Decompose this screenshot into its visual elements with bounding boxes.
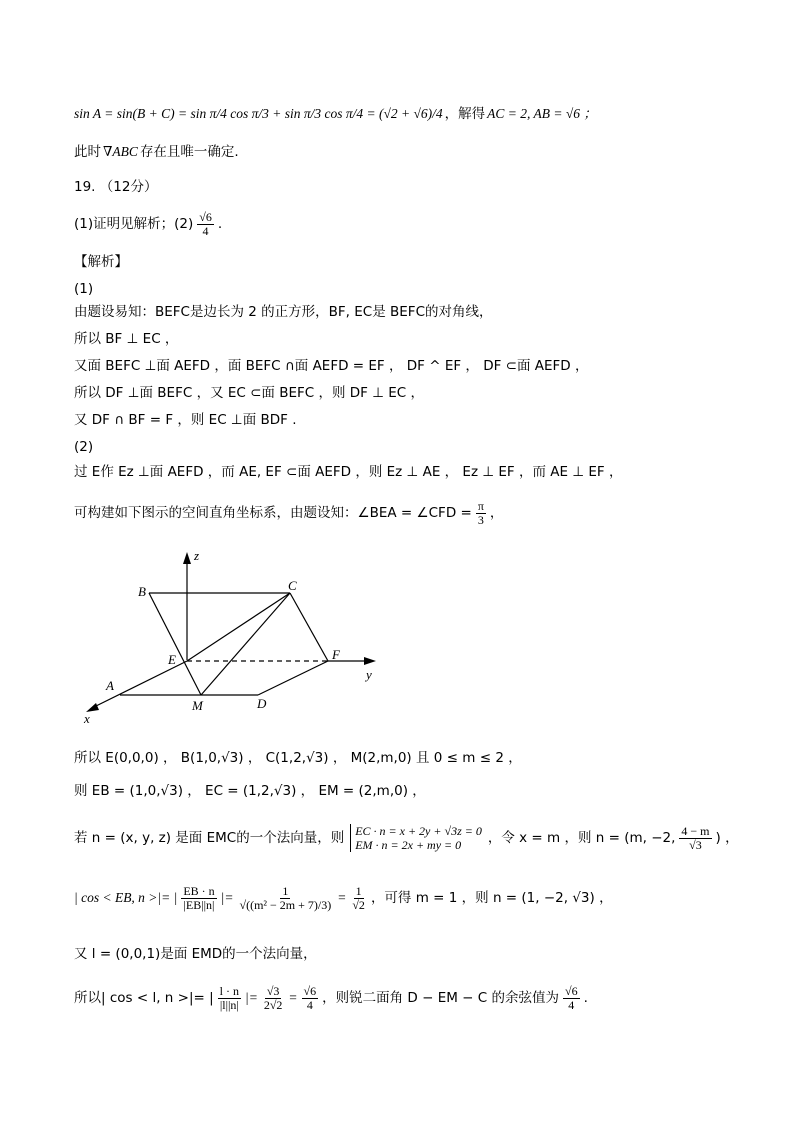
label-D: D <box>257 696 267 711</box>
part-1-label: (1) <box>74 281 94 297</box>
answer-summary: (1)证明见解析；(2) $\frac{√6}{4}$ . <box>74 209 223 238</box>
solution-line-19: 又 l = (0,0,1)是面 EMD的一个法向量， <box>74 946 317 962</box>
text-segment: 所以| cos < l, n >|= | <box>74 990 214 1006</box>
label-B: B <box>138 584 146 599</box>
fraction-numerator: √6 <box>303 983 317 998</box>
fraction <box>563 985 580 1012</box>
label-z: z <box>194 548 200 563</box>
solution-line-8: 所以 BF ⊥ EC ， <box>74 331 179 347</box>
text-segment: | cos < EB, n >|= | <box>74 890 178 905</box>
solution-line-2 <box>74 142 239 162</box>
fraction <box>679 825 711 852</box>
analysis-heading: 【解析】 <box>74 254 128 270</box>
fraction <box>302 985 319 1012</box>
coordinate-figure <box>70 540 390 730</box>
problem-number: 19. （12分） <box>74 179 158 195</box>
solution-line-10: 所以 DF ⊥面 BEFC ，又 EC ⊂面 BEFC ，则 DF ⊥ EC ， <box>74 385 425 401</box>
text-segment: |= <box>220 890 234 905</box>
solution-line-9: 又面 BEFC ⊥面 AEFD ，面 BEFC ∩面 AEFD = EF ， DF ^ EF ， DF ⊂面 AEFD ， <box>74 358 589 374</box>
solve-result: AC = 2, AB = √6 ； <box>487 106 597 121</box>
fraction <box>218 985 241 1012</box>
part-2-label: (2) <box>74 439 94 455</box>
fraction-denominator: 4 <box>202 223 209 238</box>
text-segment: ，可得 m = 1 ，则 n = (1, −2, √3) ， <box>370 890 613 906</box>
text-segment: |= <box>244 990 258 1005</box>
fraction <box>476 500 486 527</box>
fraction-numerator: π <box>477 498 484 513</box>
solve-text: ，解得 <box>444 106 486 122</box>
solution-line-18 <box>74 873 613 923</box>
sin-formula: sin A = sin(B + C) = sin π/4 cos π/3 + sin π/3 cos π/4 = (√2 + √6)/4 <box>74 106 443 121</box>
fraction-denominator: |l||n| <box>219 997 239 1012</box>
fraction-denominator: |EB||n| <box>183 897 215 912</box>
fraction-denominator: √3 <box>689 837 702 852</box>
solution-line-14 <box>74 497 503 529</box>
text-segment: . <box>583 990 588 1006</box>
solution-line-16: 则 EB = (1,0,√3) ， EC = (1,2,√3) ， EM = (2,m,0) ， <box>74 783 426 799</box>
label-C: C <box>288 578 297 593</box>
fraction-numerator: 4 − m <box>681 823 710 838</box>
solution-line-17 <box>74 818 739 858</box>
label-E: E <box>168 652 176 667</box>
label-F: F <box>332 647 340 662</box>
fraction-denominator: 4 <box>568 997 575 1012</box>
text-segment: ，令 x = m ，则 n = (m, −2, <box>487 830 676 846</box>
text-segment: ) ， <box>715 830 739 846</box>
fraction-numerator: 1 <box>282 883 289 898</box>
text-segment: (1)证明见解析；(2) <box>74 216 194 232</box>
label-y: y <box>366 667 372 682</box>
fraction-denominator: √((m² − 2m + 7)/3) <box>239 897 332 912</box>
fraction-numerator: 1 <box>355 883 362 898</box>
fraction <box>238 885 334 912</box>
math-segment: ∇ABC <box>103 144 138 159</box>
fraction-numerator: l · n <box>219 983 239 998</box>
text-segment: = <box>337 890 347 905</box>
fraction-numerator: √3 <box>266 983 280 998</box>
fraction <box>262 985 285 1012</box>
equation-1: EC · n = x + 2y + √3z = 0 <box>355 824 482 838</box>
equation-2: EM · n = 2x + my = 0 <box>355 838 462 852</box>
text-segment: 可构建如下图示的空间直角坐标系，由题设知：∠BEA = ∠CFD = <box>74 505 472 521</box>
solution-line-15: 所以 E(0,0,0) ， B(1,0,√3) ， C(1,2,√3) ， M(2,m,0) 且 0 ≤ m ≤ 2 ， <box>74 750 522 766</box>
solution-line-1 <box>74 104 597 124</box>
fraction-denominator: √2 <box>352 897 365 912</box>
fraction-denominator: 4 <box>306 997 313 1012</box>
label-A: A <box>106 678 114 693</box>
equation-system <box>350 824 482 852</box>
text-segment: ，则锐二面角 D − EM − C 的余弦值为 <box>322 990 559 1006</box>
label-M: M <box>192 698 203 713</box>
fraction-denominator: 2√2 <box>263 997 283 1012</box>
fraction-denominator: 3 <box>477 512 484 527</box>
solution-line-11: 又 DF ∩ BF = F ，则 EC ⊥面 BDF . <box>74 412 297 428</box>
text-segment: 若 n = (x, y, z) 是面 EMC的一个法向量，则 <box>74 830 345 846</box>
fraction-numerator: √6 <box>199 209 212 224</box>
fraction <box>181 885 216 912</box>
text-segment: ， <box>489 505 504 521</box>
solution-line-7: 由题设易知：BEFC是边长为 2 的正方形，BF, EC是 BEFC的对角线， <box>74 304 493 320</box>
solution-line-20 <box>74 978 588 1018</box>
text-segment: = <box>288 990 298 1005</box>
text-segment: 存在且唯一确定. <box>139 144 239 160</box>
fraction <box>197 211 214 238</box>
solution-line-13: 过 E作 Ez ⊥面 AEFD ，而 AE, EF ⊂面 AEFD ，则 Ez ⊥ AE ， Ez ⊥ EF ，而 AE ⊥ EF ， <box>74 464 623 480</box>
fraction <box>350 885 367 912</box>
label-x: x <box>84 711 90 726</box>
fraction-numerator: √6 <box>565 983 578 998</box>
fraction-numerator: EB · n <box>183 883 215 898</box>
text-segment: 此时 <box>74 144 101 160</box>
